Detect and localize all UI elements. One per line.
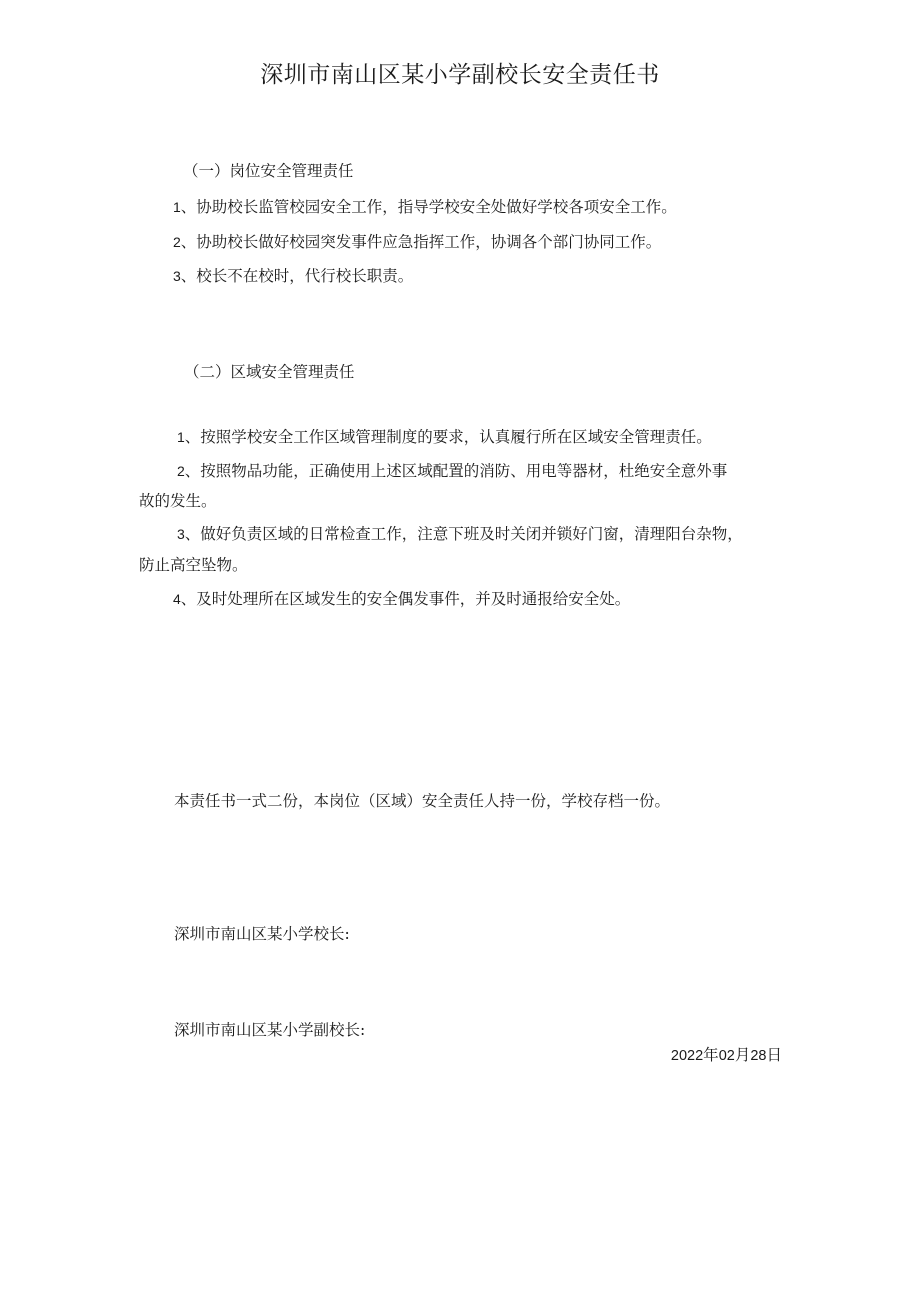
date-month: 02 [718, 1048, 735, 1064]
copies-note: 本责任书一式二份，本岗位（区域）安全责任人持一份，学校存档一份。 [174, 792, 671, 810]
item-text: 、做好负责区域的日常检查工作，注意下班及时关闭并锁好门窗，清理阳台杂物， [184, 525, 743, 543]
principal-signature-line: 深圳市南山区某小学校长: [174, 925, 350, 943]
item-number: 1 [173, 199, 181, 215]
date-month-unit: 月 [734, 1046, 751, 1064]
date-year: 2022 [670, 1048, 704, 1064]
section2-item-4 [173, 589, 630, 609]
section2-item-2-continuation: 故的发生。 [139, 492, 217, 510]
item-text: 、按照物品功能，正确使用上述区域配置的消防、用电等器材，杜绝安全意外事 [184, 462, 728, 480]
section1-item-2 [173, 232, 661, 252]
date-day: 28 [750, 1048, 767, 1064]
item-number: 1 [177, 429, 185, 445]
section2-item-2 [177, 461, 727, 481]
section2-item-3 [177, 524, 743, 544]
item-text: 、校长不在校时，代行校长职责。 [180, 267, 414, 285]
item-number: 3 [177, 526, 185, 542]
section1-item-3 [173, 266, 413, 286]
item-number: 4 [173, 591, 181, 607]
item-text: 、协助校长监管校园安全工作，指导学校安全处做好学校各项安全工作。 [180, 198, 677, 216]
section2-item-3-continuation: 防止高空坠物。 [139, 556, 248, 574]
item-number: 3 [173, 268, 181, 284]
item-number: 2 [173, 234, 181, 250]
date-year-unit: 年 [703, 1046, 719, 1064]
section1-item-1 [173, 197, 677, 217]
date-day-unit: 日 [766, 1046, 782, 1064]
vice-principal-signature-line: 深圳市南山区某小学副校长: [174, 1021, 366, 1039]
document-title: 深圳市南山区某小学副校长安全责任书 [260, 62, 660, 88]
item-number: 2 [177, 463, 185, 479]
section2-heading: （二）区域安全管理责任 [184, 363, 355, 381]
item-text: 、协助校长做好校园突发事件应急指挥工作，协调各个部门协同工作。 [180, 233, 662, 251]
item-text: 、按照学校安全工作区域管理制度的要求，认真履行所在区域安全管理责任。 [184, 428, 712, 446]
section1-heading: （一）岗位安全管理责任 [183, 162, 354, 180]
document-date [671, 1043, 782, 1065]
section2-item-1 [177, 427, 712, 447]
item-text: 、及时处理所在区域发生的安全偶发事件，并及时通报给安全处。 [180, 590, 631, 608]
